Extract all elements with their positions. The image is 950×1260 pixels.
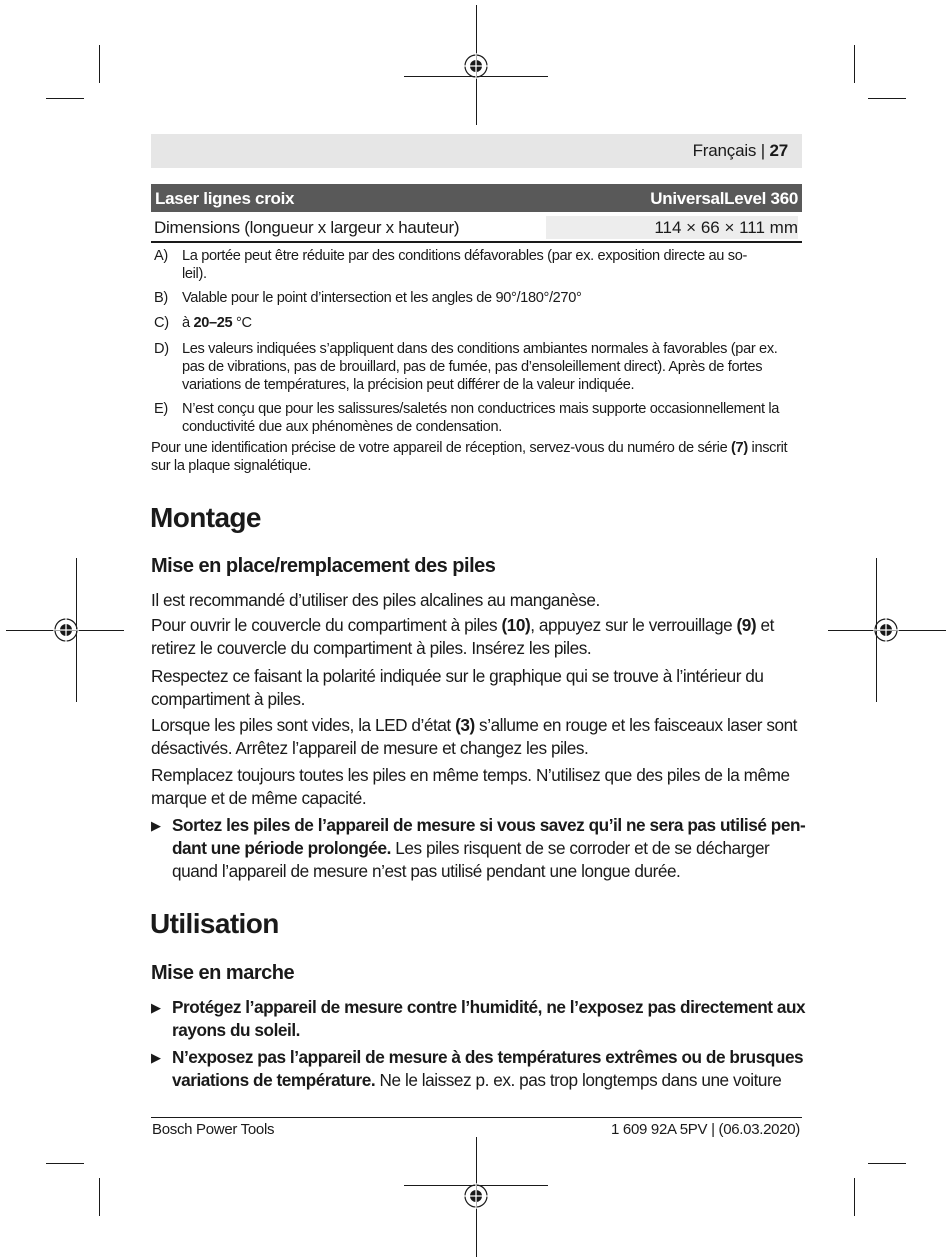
reference-number: (9) bbox=[736, 615, 757, 635]
paragraph-text: Lorsque les piles sont vides, la LED d’état bbox=[151, 715, 456, 735]
footnote-text-bold: 20–25 bbox=[193, 315, 233, 331]
spec-head-right: UniversalLevel 360 bbox=[650, 189, 798, 208]
spec-table-row bbox=[151, 214, 802, 243]
page-header bbox=[151, 134, 802, 168]
registration-mark-icon bbox=[463, 1183, 489, 1209]
footnote-key: C) bbox=[154, 315, 169, 331]
page-number: 27 bbox=[769, 141, 788, 160]
footnote-text: N’est conçu que pour les salissures/saletés non conductrices mais supporte occasionnellement la conductivité due aux phénomènes de condensation. bbox=[182, 401, 780, 435]
serial-note-text: Pour une identification précise de votre appareil de réception, servez-vous du numéro de série bbox=[151, 440, 732, 456]
paragraph: Remplacez toujours toutes les piles en même temps. N’utilisez que des piles de la même marque et de même capacité. bbox=[151, 765, 790, 808]
bullet-text-bold: Protégez l’appareil de mesure contre l’humidité, ne l’exposez pas directement aux rayons du soleil. bbox=[172, 997, 806, 1040]
footnote-key: B) bbox=[154, 290, 168, 306]
registration-mark-icon bbox=[53, 617, 79, 643]
paragraph-text: Pour ouvrir le couvercle du compartiment à piles bbox=[151, 615, 502, 635]
spec-row-value: 114 × 66 × 111 mm bbox=[546, 216, 798, 239]
reference-number: (10) bbox=[501, 615, 531, 635]
crop-line bbox=[46, 98, 84, 99]
footer-doc-number: 1 609 92A 5PV | (06.03.2020) bbox=[611, 1121, 800, 1138]
footnote-key: E) bbox=[154, 401, 168, 417]
bullet-text bbox=[172, 1046, 807, 1092]
serial-note-ref: (7) bbox=[731, 440, 748, 456]
crop-line bbox=[46, 1163, 84, 1164]
footer-divider bbox=[151, 1117, 802, 1118]
crop-line bbox=[854, 45, 855, 83]
paragraph-text: s’allume en rouge et les faisceaux laser sont désactivés. Arrêtez l’appareil de mesure et changez les piles. bbox=[151, 715, 798, 758]
bullet-arrow-icon: ▶ bbox=[151, 1000, 161, 1015]
paragraph bbox=[151, 714, 806, 760]
footnote-key: D) bbox=[154, 341, 169, 357]
spec-table-header bbox=[151, 184, 802, 212]
paragraph bbox=[151, 614, 806, 660]
crop-line bbox=[868, 98, 906, 99]
header-text bbox=[693, 141, 788, 161]
footnote-text-prefix: à bbox=[182, 315, 194, 331]
footnote-key: A) bbox=[154, 248, 168, 264]
footnote-text: Valable pour le point d’intersection et les angles de 90°/180°/270° bbox=[182, 290, 582, 306]
registration-mark-icon bbox=[873, 617, 899, 643]
paragraph-text: et retirez le couvercle du compartiment à piles. Insérez les piles. bbox=[151, 615, 774, 658]
paragraph-text: , appuyez sur le verrouillage bbox=[530, 615, 737, 635]
bullet-arrow-icon: ▶ bbox=[151, 818, 161, 833]
serial-note bbox=[151, 439, 791, 475]
header-separator: | bbox=[760, 141, 765, 160]
bullet-text-normal: Les piles risquent de se corroder et de se décharger quand l’appareil de mesure n’est pas utilisé pendant une longue durée. bbox=[172, 838, 770, 881]
section-title-utilisation: Utilisation bbox=[150, 908, 279, 939]
footnote-text-suffix: °C bbox=[232, 315, 252, 331]
crop-line bbox=[99, 1178, 100, 1216]
subsection-title-mise-en-marche: Mise en marche bbox=[151, 962, 295, 984]
bullet-arrow-icon: ▶ bbox=[151, 1050, 161, 1065]
spec-row-label: Dimensions (longueur x largeur x hauteur) bbox=[154, 218, 460, 237]
bullet-text-bold: N’exposez pas l’appareil de mesure à des températures extrêmes ou de brusques variations de température. bbox=[172, 1047, 804, 1090]
serial-note-text-end: inscrit sur la plaque signalétique. bbox=[151, 440, 788, 474]
footnote-text: Les valeurs indiquées s’appliquent dans des conditions ambiantes normales à favorables (par ex. pas de vibrations, pas de brouillard, pas de fumée, pas d’ensoleillement direct). Après de fortes variations de températures, la précision peut différer de la valeur indiquée. bbox=[182, 341, 778, 393]
reference-number: (3) bbox=[455, 715, 475, 735]
footer-brand: Bosch Power Tools bbox=[152, 1121, 275, 1138]
footnote-text bbox=[182, 314, 792, 332]
paragraph: Il est recommandé d’utiliser des piles alcalines au manganèse. bbox=[151, 590, 600, 610]
bullet-text bbox=[172, 814, 807, 883]
section-title-montage: Montage bbox=[150, 502, 261, 533]
bullet-text-bold: Sortez les piles de l’appareil de mesure si vous savez qu’il ne sera pas utilisé pen-dant une période prolongée. bbox=[172, 815, 806, 858]
crop-line bbox=[99, 45, 100, 83]
bullet-text-normal: Ne le laissez p. ex. pas trop longtemps dans une voiture bbox=[375, 1070, 782, 1090]
crop-line bbox=[868, 1163, 906, 1164]
footnote-text: La portée peut être réduite par des conditions défavorables (par ex. exposition directe au so- leil). bbox=[182, 248, 747, 282]
paragraph: Respectez ce faisant la polarité indiquée sur le graphique qui se trouve à l’intérieur du compartiment à piles. bbox=[151, 666, 764, 709]
footnote bbox=[151, 247, 802, 283]
header-language: Français bbox=[692, 141, 757, 160]
subsection-title-piles: Mise en place/remplacement des piles bbox=[151, 555, 496, 577]
bullet-text bbox=[172, 996, 807, 1042]
crop-line bbox=[854, 1178, 855, 1216]
spec-head-left: Laser lignes croix bbox=[155, 189, 295, 208]
registration-mark-icon bbox=[463, 53, 489, 79]
